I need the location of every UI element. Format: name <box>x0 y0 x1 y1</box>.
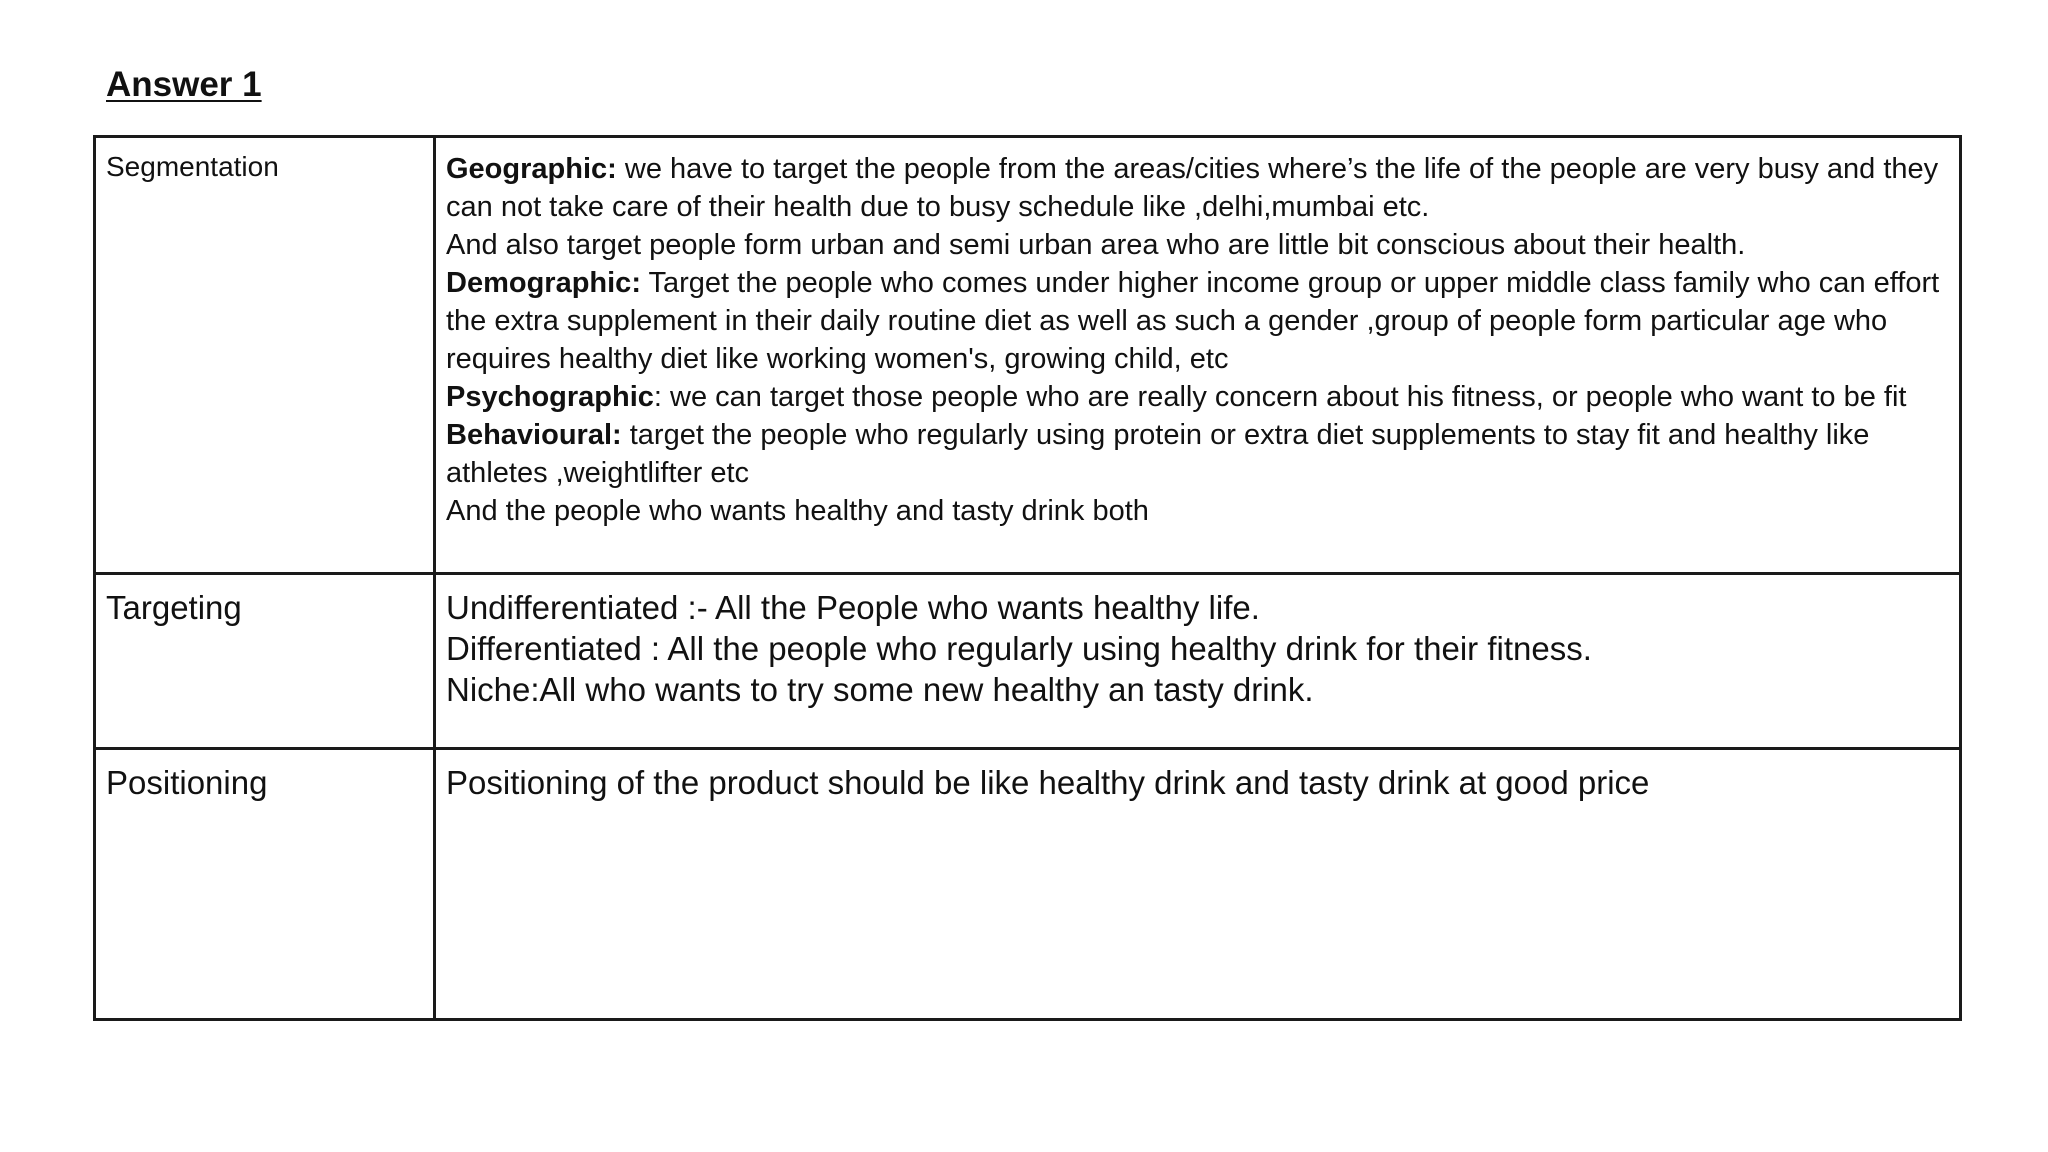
targeting-row <box>95 574 1961 749</box>
positioning-text: Positioning of the product should be like healthy drink and tasty drink at good price <box>446 764 1650 801</box>
stp-table <box>93 135 1962 1021</box>
positioning-label-cell <box>95 749 435 1020</box>
targeting-label-cell <box>95 574 435 749</box>
demographic-title: Demographic: <box>446 267 641 299</box>
targeting-undifferentiated: Undifferentiated :- All the People who wants healthy life. <box>446 589 1260 626</box>
targeting-niche: Niche:All who wants to try some new healthy an tasty drink. <box>446 671 1314 708</box>
geographic-extra: And also target people form urban and semi urban area who are little bit conscious about their health. <box>446 229 1746 261</box>
psychographic-paragraph <box>446 378 1949 416</box>
segmentation-content-cell <box>435 137 1961 574</box>
behavioural-extra: And the people who wants healthy and tasty drink both <box>446 495 1149 527</box>
positioning-row <box>95 749 1961 1020</box>
segmentation-row <box>95 137 1961 574</box>
behavioural-title: Behavioural: <box>446 419 622 451</box>
targeting-differentiated: Differentiated : All the people who regularly using healthy drink for their fitness. <box>446 630 1592 667</box>
segmentation-label: Segmentation <box>106 151 279 182</box>
positioning-label: Positioning <box>106 764 268 801</box>
positioning-content-cell <box>435 749 1961 1020</box>
targeting-content-cell <box>435 574 1961 749</box>
geographic-text: we have to target the people from the areas/cities where’s the life of the people are very busy and they can not take care of their health due to busy schedule like ,delhi,mumbai etc. <box>446 153 1939 223</box>
behavioural-text: target the people who regularly using protein or extra diet supplements to stay fit and healthy like athletes ,weightlifter etc <box>446 419 1870 489</box>
behavioural-paragraph <box>446 416 1949 492</box>
geographic-paragraph <box>446 150 1949 226</box>
psychographic-text: : we can target those people who are really concern about his fitness, or people who want to be fit <box>653 381 1907 413</box>
psychographic-title: Psychographic <box>446 381 654 413</box>
geographic-title: Geographic: <box>446 153 617 185</box>
demographic-paragraph <box>446 264 1949 378</box>
segmentation-label-cell <box>95 137 435 574</box>
demographic-text: Target the people who comes under higher income group or upper middle class family who can effort the extra supplement in their daily routine diet as well as such a gender ,group of people form particular age who requires healthy diet like working women's, growing child, etc <box>446 267 1940 375</box>
targeting-label: Targeting <box>106 589 242 626</box>
answer-heading: Answer 1 <box>106 65 262 104</box>
